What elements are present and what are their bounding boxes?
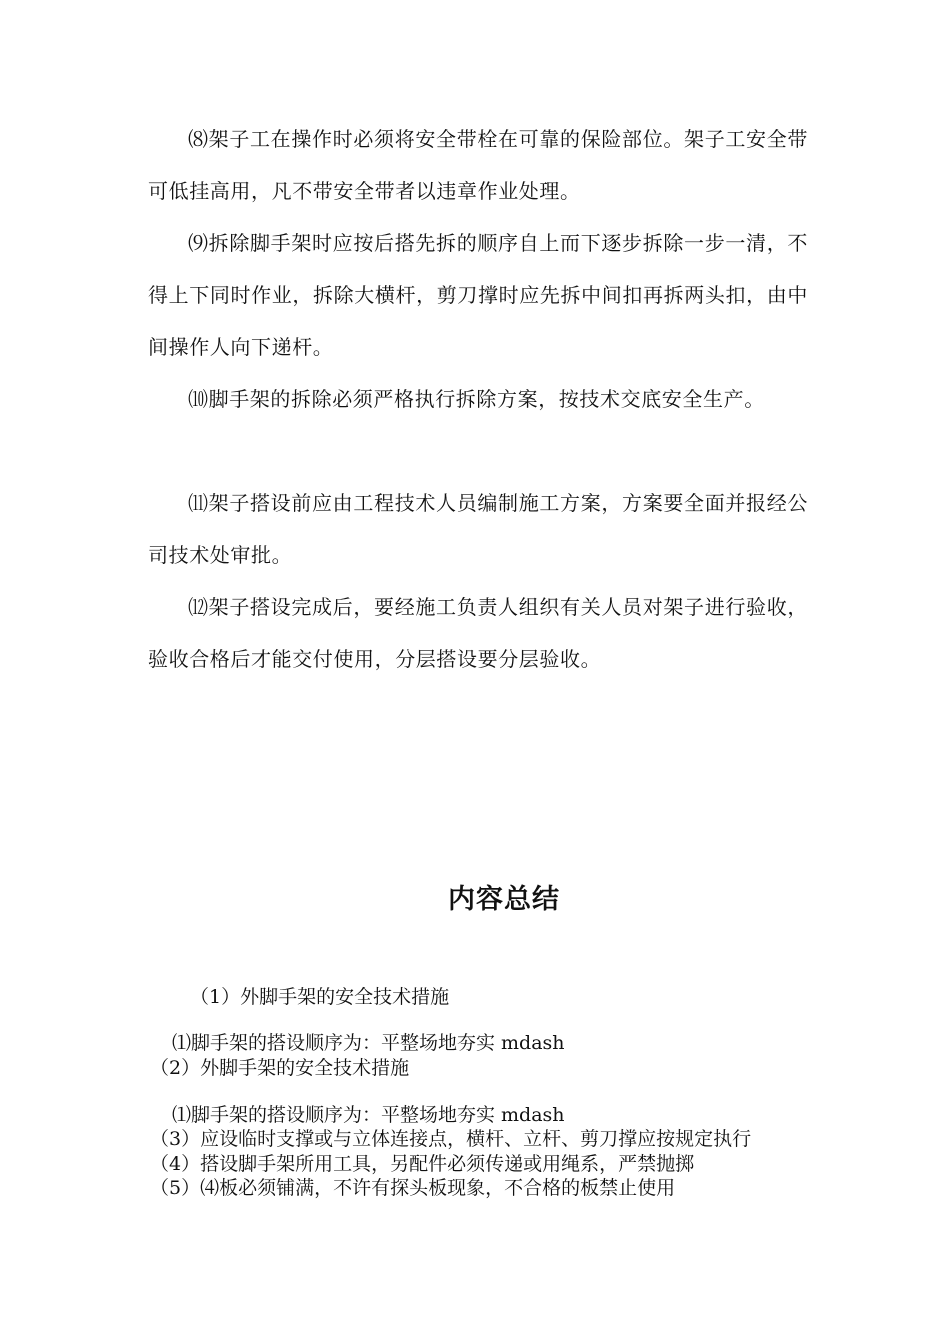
summary-line: （1）外脚手架的安全技术措施 [190,986,450,1008]
summary-line: ⑴脚手架的搭设顺序为：平整场地夯实 mdash [172,1032,565,1054]
summary-line: （4）搭设脚手架所用工具，另配件必须传递或用绳系，严禁抛掷 [150,1153,695,1175]
paragraph-11: ⑾架子搭设前应由工程技术人员编制施工方案，方案要全面并报经公司技术处审批。 [148,491,808,567]
summary-line: ⑴脚手架的搭设顺序为：平整场地夯实 mdash [172,1104,565,1126]
summary-line: （2）外脚手架的安全技术措施 [150,1057,410,1079]
paragraph-12: ⑿架子搭设完成后，要经施工负责人组织有关人员对架子进行验收，验收合格后才能交付使用，分层搭设要分层验收。 [148,595,808,671]
summary-heading: 内容总结 [448,884,560,915]
summary-line: （5）⑷板必须铺满，不许有探头板现象，不合格的板禁止使用 [150,1177,676,1199]
summary-line: （3）应设临时支撑或与立体连接点，横杆、立杆、剪刀撑应按规定执行 [150,1128,752,1150]
paragraph-8: ⑻架子工在操作时必须将安全带栓在可靠的保险部位。架子工安全带可低挂高用，凡不带安全带者以违章作业处理。 [148,127,808,203]
paragraph-10: ⑽脚手架的拆除必须严格执行拆除方案，按技术交底安全生产。 [188,387,765,411]
paragraph-9: ⑼拆除脚手架时应按后搭先拆的顺序自上而下逐步拆除一步一清，不得上下同时作业，拆除大横杆，剪刀撑时应先拆中间扣再拆两头扣，由中间操作人向下递杆。 [148,231,808,359]
